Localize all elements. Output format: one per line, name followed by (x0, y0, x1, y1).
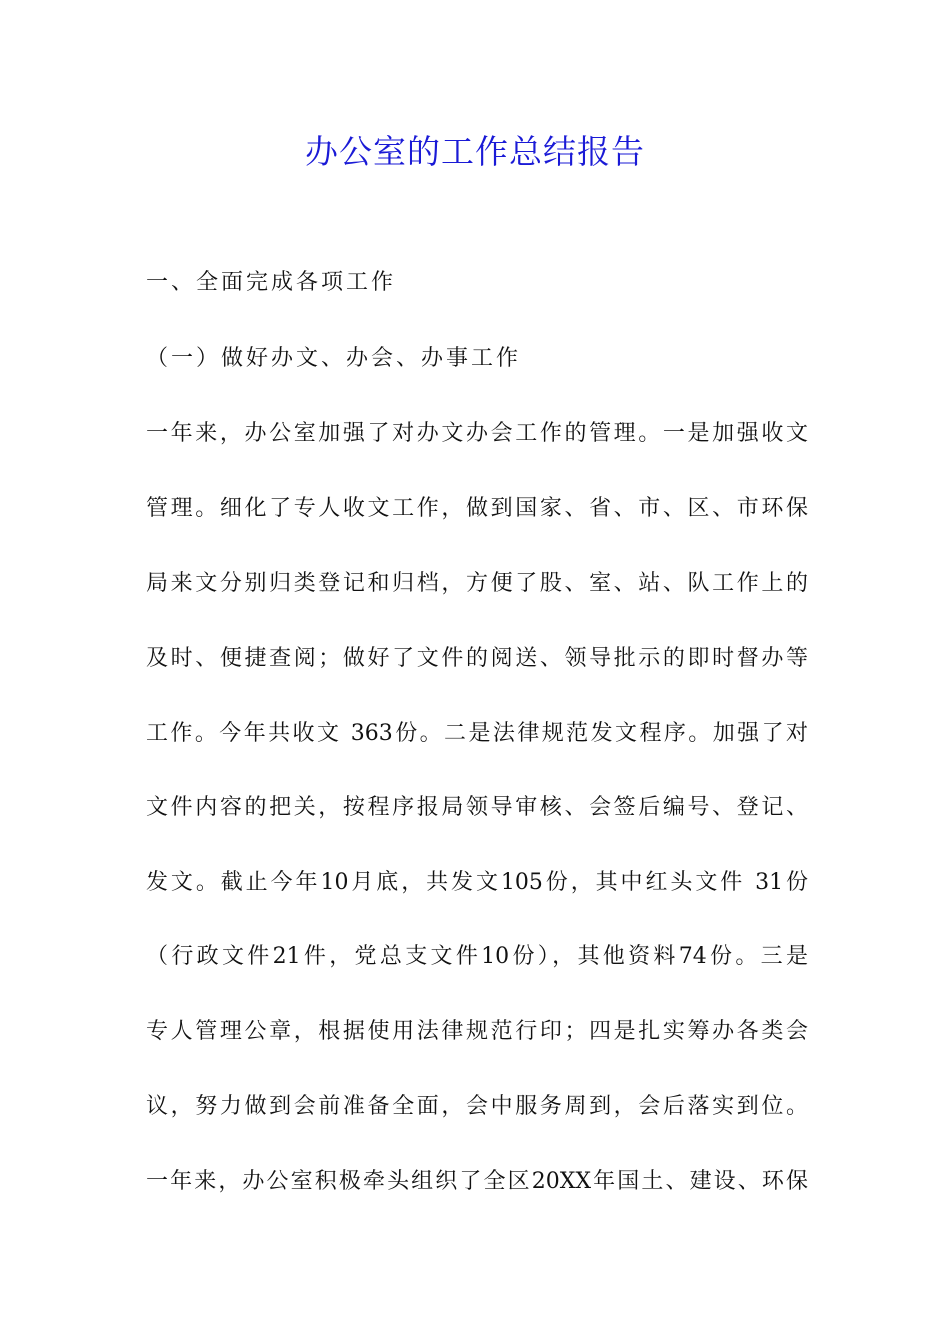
section-heading: 一、全面完成各项工作 (146, 270, 397, 295)
paragraph-line: 局来文分别归类登记和归档，方便了股、室、站、队工作上的 (146, 571, 808, 596)
paragraph-line: 文件内容的把关，按程序报局领导审核、会签后编号、登记、 (146, 795, 808, 820)
document-title: 办公室的工作总结报告 (305, 132, 645, 171)
subsection-heading: （一）做好办文、办会、办事工作 (146, 346, 522, 371)
paragraph-line: 发文。截止今年10月底，共发文105份，其中红头文件 31份 (146, 870, 808, 895)
paragraph-line: 专人管理公章，根据使用法律规范行印；四是扎实筹办各类会 (146, 1019, 808, 1044)
paragraph-line: （行政文件21件，党总支文件10份），其他资料74份。三是 (146, 944, 808, 969)
paragraph-line: 及时、便捷查阅；做好了文件的阅送、领导批示的即时督办等 (146, 646, 808, 671)
paragraph-line: 一年来，办公室积极牵头组织了全区20XX年国土、建设、环保 (146, 1169, 808, 1194)
paragraph-line: 议，努力做到会前准备全面，会中服务周到，会后落实到位。 (146, 1094, 808, 1119)
paragraph-line: 管理。细化了专人收文工作，做到国家、省、市、区、市环保 (146, 496, 808, 521)
paragraph-line: 一年来，办公室加强了对办文办会工作的管理。一是加强收文 (146, 421, 808, 446)
paragraph-line: 工作。今年共收文 363份。二是法律规范发文程序。加强了对 (146, 721, 808, 746)
